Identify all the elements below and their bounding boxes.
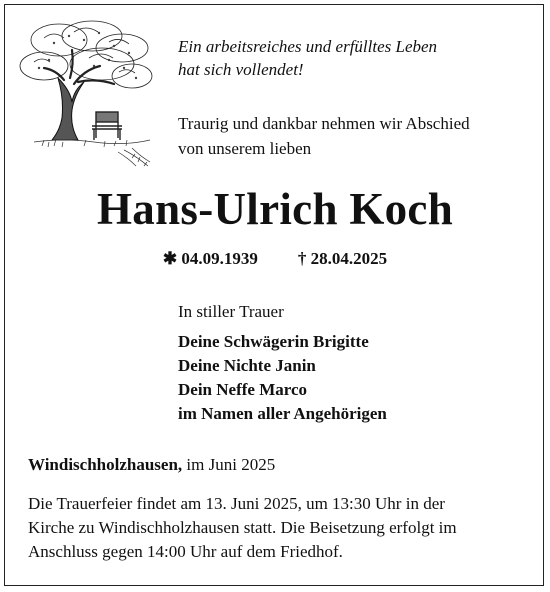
intro-quote-line: hat sich vollendet!: [178, 60, 304, 79]
funeral-info-line: Anschluss gegen 14:00 Uhr auf dem Friedhof.: [28, 542, 343, 561]
funeral-info-line: Die Trauerfeier findet am 13. Juni 2025, um 13:30 Uhr in der: [28, 494, 445, 513]
funeral-info-line: Kirche zu Windischholzhausen statt. Die Beisetzung erfolgt im: [28, 518, 457, 537]
relatives-list: [178, 330, 387, 426]
birth-date: ✱ 04.09.1939: [162, 249, 258, 268]
relative-item: im Namen aller Angehörigen: [178, 404, 387, 423]
relative-item: Deine Schwägerin Brigitte: [178, 332, 369, 351]
relative-item: Deine Nichte Janin: [178, 356, 316, 375]
notice-date: im Juni 2025: [182, 455, 276, 474]
tree-with-bench-illustration: [14, 18, 160, 170]
place-name: Windischholzhausen,: [28, 455, 183, 474]
place-date: [28, 454, 275, 476]
life-dates: [0, 248, 550, 270]
farewell-text: [178, 111, 470, 161]
intro-quote-line: Ein arbeitsreiches und erfülltes Leben: [178, 37, 438, 56]
farewell-line: von unserem lieben: [178, 139, 312, 158]
relative-item: Dein Neffe Marco: [178, 380, 308, 399]
death-date: † 28.04.2025: [297, 249, 388, 268]
mourning-phrase: In stiller Trauer: [178, 302, 284, 321]
farewell-line: Traurig und dankbar nehmen wir Abschied: [178, 114, 470, 133]
deceased-name: Hans-Ulrich Koch: [96, 184, 454, 234]
funeral-info: [28, 492, 528, 564]
intro-quote: [178, 35, 437, 81]
